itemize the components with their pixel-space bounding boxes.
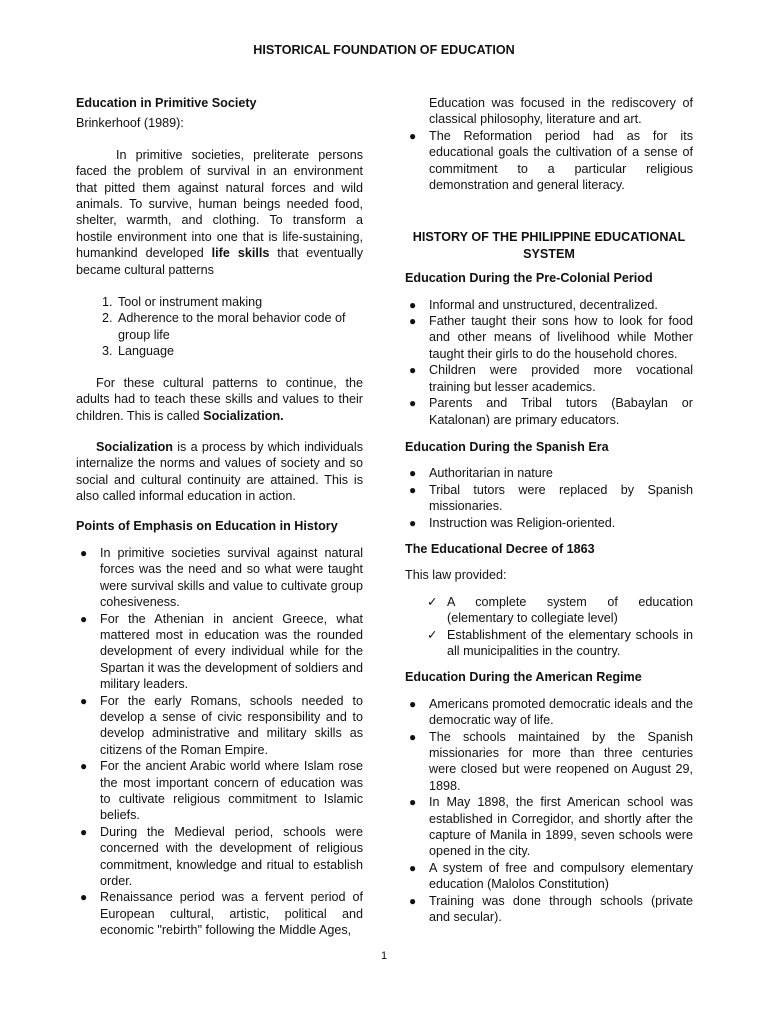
list-item: 3. Language [116,343,363,359]
heading-decree-1863: The Educational Decree of 1863 [405,541,595,556]
renaissance-continued: Education was focused in the rediscovery of classical philosophy, literature and art. [429,96,693,127]
list-item: ● The schools maintained by the Spanish missionaries for more than three centuries were closed but were reopened on August 29, 1898. [409,729,693,793]
emphasis-list [76,545,363,939]
list-item: ● Father taught their sons how to look for food and other means of livelihood while Mother taught their girls to do the household chores. [409,314,693,361]
decree-provisions-list [405,594,693,660]
list-item: ● Renaissance period was a fervent period of European cultural, artistic, political and economic "rebirth" following the Middle Ages, [80,890,363,938]
bullet-icon: ● [409,128,417,143]
citation: Brinkerhoof (1989): [76,116,184,131]
life-skills-term: life skills [211,246,270,261]
bullet-icon: ● [80,545,88,560]
list-item: ● For the early Romans, schools needed to develop a sense of civic responsibility and to develop administrative and military skills as citizens of the Roman Empire. [80,693,363,757]
heading-points-of-emphasis: Points of Emphasis on Education in History [76,518,338,533]
bullet-icon: ● [80,890,88,905]
list-item: ✓ Establishment of the elementary schools in all municipalities in the country. [427,627,693,658]
bullet-icon: ● [409,860,417,875]
heading-primitive-society: Education in Primitive Society [76,96,257,110]
bullet-icon: ● [409,729,417,744]
law-intro: This law provided: [405,568,507,583]
checkmark-icon: ✓ [427,594,438,609]
bullet-icon: ● [409,363,417,378]
bullet-icon: ● [409,893,417,908]
list-item: ● Americans promoted democratic ideals and the democratic way of life. [409,696,693,728]
list-item: 2. Adherence to the moral behavior code of group life [116,310,363,343]
bullet-icon: ● [409,696,417,711]
list-item: 1. Tool or instrument making [116,294,363,310]
list-item: ● For the ancient Arabic world where Islam rose the most important concern of education was to cultivate religious commitment to Islamic beliefs. [80,759,363,823]
american-regime-list [405,696,693,926]
list-item: ● A system of free and compulsory elementary education (Malolos Constitution) [409,860,693,892]
list-item: ● Informal and unstructured, decentralized. [409,297,658,312]
page-number: 1 [380,950,388,962]
bullet-icon: ● [80,824,88,839]
socialization-term: Socialization [96,439,173,454]
list-item: ● Tribal tutors were replaced by Spanish missionaries. [409,482,693,514]
bullet-icon: ● [409,795,417,810]
paragraph-socialization: For these cultural patterns to continue, the adults had to teach these skills and values to their children. This is called Socialization. [76,375,363,423]
list-item: ✓ A complete system of education (elementary to collegiate level) [427,594,693,626]
checkmark-icon: ✓ [427,627,438,642]
reformation-list [405,128,693,194]
right-column [405,95,693,925]
bullet-icon: ● [409,515,417,530]
paragraph-socialization-definition: Socialization is a process by which individuals internalize the norms and values of society and so social and cultural continuity are attained. This is also called informal education in action. [76,439,363,504]
list-item: ● In May 1898, the first American school was established in Corregidor, and shortly after the capture of Manila in 1899, seven schools were opened in the city. [409,795,693,859]
list-item: ● During the Medieval period, schools were concerned with the development of religious commitment, knowledge and ritual to establish order. [80,824,363,889]
bullet-icon: ● [409,297,417,312]
paragraph-primitive: In primitive societies, preliterate persons faced the problem of survival in an environment that pitted them against natural forces and wild animals. To survive, human beings needed food, shelter, warmth, and clothing. To transform a hostile environment into one that is life-sustaining, humankind developed life skills that eventually became cultural patterns [76,147,363,277]
heading-pre-colonial: Education During the Pre-Colonial Period [405,271,653,286]
list-item: ● Children were provided more vocational training but lesser academics. [409,363,693,394]
bullet-icon: ● [409,396,417,411]
bullet-icon: ● [80,693,88,708]
heading-philippine-history: HISTORY OF THE PHILIPPINE EDUCATIONAL SYSTEM [412,230,686,261]
list-item: ● The Reformation period had as for its educational goals the cultivation of a sense of commitment to a particular religious demonstration and general literacy. [409,128,693,193]
document-title: HISTORICAL FOUNDATION OF EDUCATION [253,43,515,57]
bullet-icon: ● [80,611,88,626]
list-item: ● Authoritarian in nature [409,466,553,481]
heading-spanish-era: Education During the Spanish Era [405,439,609,454]
bullet-icon: ● [409,482,417,497]
socialization-term: Socialization. [203,408,284,423]
list-item: ● Training was done through schools (private and secular). [409,893,693,925]
spanish-era-list [405,465,693,531]
list-item: ● Parents and Tribal tutors (Babaylan or Katalonan) are primary educators. [409,396,693,427]
left-column [76,95,363,939]
heading-american-regime: Education During the American Regime [405,670,642,685]
bullet-icon: ● [409,466,417,481]
pre-colonial-list [405,297,693,428]
list-item: ● Instruction was Religion-oriented. [409,515,616,530]
cultural-patterns-list [76,294,363,360]
list-item: ● For the Athenian in ancient Greece, what mattered most in education was the rounded development of every individual while for the Spartan it was the development of soldiers and military leaders. [80,611,363,692]
bullet-icon: ● [409,314,417,329]
bullet-icon: ● [80,759,88,774]
list-item: ● In primitive societies survival against natural forces was the need and so what were taught were survival skills and value to cultivate group cohesiveness. [80,545,363,610]
